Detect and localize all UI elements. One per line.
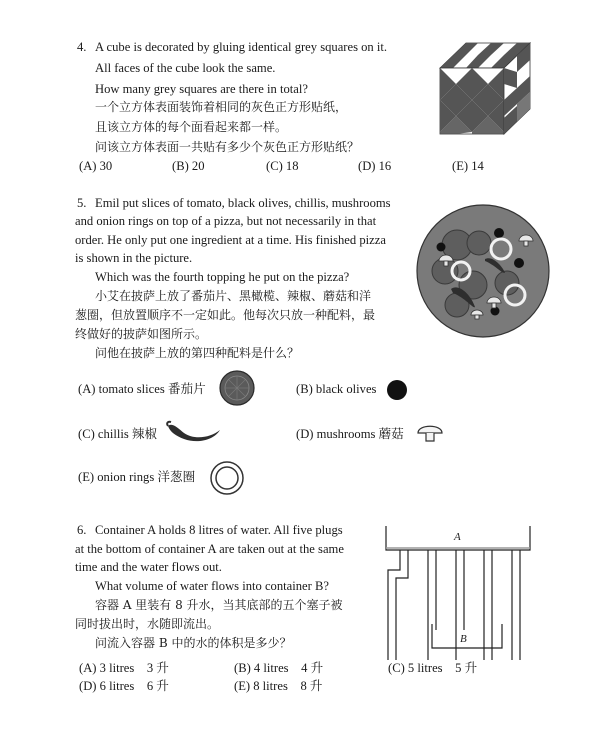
q6-text-line-cn: 容器 A 里装有 8 升水，当其底部的五个塞子被 [95,598,343,612]
q4-number: 4. [77,40,87,54]
q5-option-a[interactable]: (A) tomato slices 番茄片 [78,382,206,396]
q6-text-line: Container A holds 8 litres of water. All five plugs [95,523,343,537]
q6-option-e[interactable]: (E) 8 litres 8 升 [234,679,323,693]
q6-text-line: at the bottom of container A are taken out at the same [75,542,344,556]
onion-ring-icon [208,459,246,497]
q4-text-line: How many grey squares are there in total? [95,82,308,96]
q5-text-line: and onion rings on top of a pizza, but not necessarily in that [75,214,377,228]
q5-text-line-cn: 终做好的披萨如图所示。 [75,327,208,341]
q4-option-a[interactable]: (A) 30 [79,159,113,173]
chilli-icon [164,420,222,444]
q5-option-c[interactable]: (C) chillis 辣椒 [78,427,158,441]
q4-option-d[interactable]: (D) 16 [358,159,392,173]
container-b-label: B [460,633,467,645]
q6-text-line: time and the water flows out. [75,560,222,574]
q6-option-a[interactable]: (A) 3 litres 3 升 [79,661,169,675]
q6-number: 6. [77,523,87,537]
q5-text-line: order. He only put one ingredient at a time. His finished pizza [75,233,386,247]
mushroom-icon [416,420,444,444]
container-a-label: A [454,531,461,543]
q6-option-c[interactable]: (C) 5 litres 5 升 [388,661,478,675]
q6-option-d[interactable]: (D) 6 litres 6 升 [79,679,169,693]
q4-text-line-cn: 且该立方体的每个面看起来都一样。 [95,120,288,134]
q4-text-line: All faces of the cube look the same. [95,61,276,75]
q4-text-line-cn: 一个立方体表面装饰着相同的灰色正方形贴纸， [95,100,348,114]
q6-text-line-cn: 问流入容器 B 中的水的体积是多少？ [95,636,292,650]
q4-option-b[interactable]: (B) 20 [172,159,205,173]
q6-text-line: What volume of water flows into container B? [95,579,329,593]
q5-option-b[interactable]: (B) black olives [296,382,377,396]
q5-option-e[interactable]: (E) onion rings 洋葱圈 [78,470,196,484]
tomato-slice-icon [218,369,256,407]
q5-text-line: Which was the fourth topping he put on the pizza? [95,270,350,284]
q5-text-line-cn: 问他在披萨上放的第四种配料是什么？ [95,346,300,360]
containers-figure [378,520,538,664]
q5-option-d[interactable]: (D) mushrooms 蘑菇 [296,427,404,441]
q5-text-line: Emil put slices of tomato, black olives, chillis, mushrooms [95,196,391,210]
q5-text-line-cn: 小艾在披萨上放了番茄片、黑橄榄、辣椒、蘑菇和洋 [95,289,372,303]
q5-number: 5. [77,196,87,210]
black-olive-icon [386,379,408,401]
q5-text-line: is shown in the picture. [75,251,193,265]
q6-option-b[interactable]: (B) 4 litres 4 升 [234,661,324,675]
q4-text-line-cn: 问该立方体表面一共贴有多少个灰色正方形贴纸？ [95,140,360,154]
pizza-figure [415,203,551,339]
q4-option-e[interactable]: (E) 14 [452,159,484,173]
checkered-cube-figure [430,40,535,145]
q5-text-line-cn: 葱圈，但放置顺序不一定如此。他每次只放一种配料，最 [75,308,376,322]
q4-text-line: A cube is decorated by gluing identical grey squares on it. [95,40,388,54]
q4-option-c[interactable]: (C) 18 [266,159,299,173]
q6-text-line-cn: 同时拔出时，水随即流出。 [75,617,220,631]
